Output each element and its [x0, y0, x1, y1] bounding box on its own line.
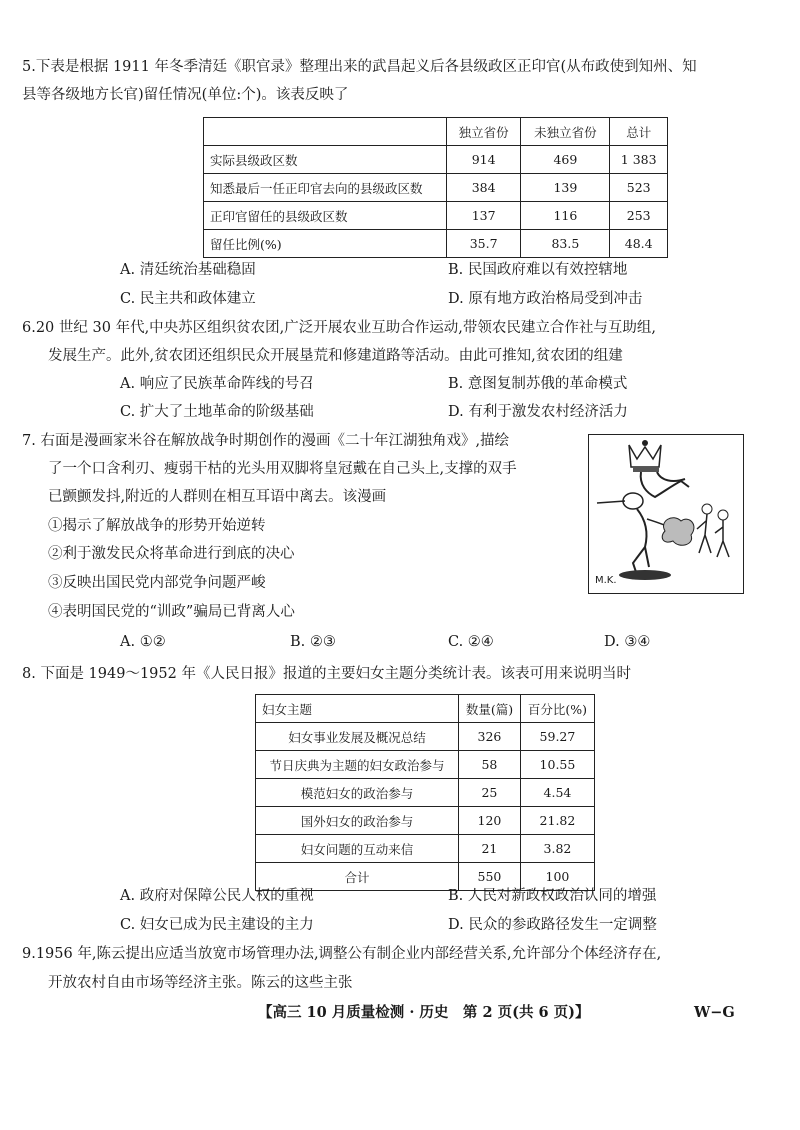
table-cell: 523	[610, 174, 668, 202]
table-cell: 知悉最后一任正印官去向的县级政区数	[204, 174, 447, 202]
cartoon-signature: M.K.	[595, 575, 617, 586]
q7-item-1: ①揭示了解放战争的形势开始逆转	[48, 518, 266, 534]
table-cell: 58	[459, 751, 521, 779]
table-cell: 21	[459, 835, 521, 863]
table-row	[256, 835, 595, 863]
table-header-cell: 未独立省份	[521, 118, 610, 146]
q8-table	[255, 694, 595, 891]
q8-option-a[interactable]: A. 政府对保障公民人权的重视	[120, 888, 314, 904]
table-cell: 10.55	[520, 751, 594, 779]
table-header-cell: 百分比(%)	[520, 695, 594, 723]
table-cell: 合计	[256, 863, 459, 891]
table-cell: 21.82	[520, 807, 594, 835]
q6-option-d[interactable]: D. 有利于激发农村经济活力	[448, 404, 628, 420]
table-cell: 59.27	[520, 723, 594, 751]
q9-stem-line2: 开放农村自由市场等经济主张。陈云的这些主张	[48, 975, 353, 991]
table-cell: 469	[521, 146, 610, 174]
q7-option-b[interactable]: B. ②③	[290, 634, 336, 650]
q7-stem-line1: 7. 右面是漫画家米谷在解放战争时期创作的漫画《二十年江湖独角戏》,描绘	[22, 433, 510, 449]
q6-option-b[interactable]: B. 意图复制苏俄的革命模式	[448, 376, 628, 392]
table-row	[204, 202, 668, 230]
table-cell: 国外妇女的政治参与	[256, 807, 459, 835]
q5-option-c[interactable]: C. 民主共和政体建立	[120, 291, 256, 307]
paper-code: W−G	[694, 1004, 735, 1021]
table-cell: 48.4	[610, 230, 668, 258]
q6-option-c[interactable]: C. 扩大了土地革命的阶级基础	[120, 404, 314, 420]
table-cell: 35.7	[447, 230, 521, 258]
q5-table	[203, 117, 668, 258]
q5-stem-line1: 5.下表是根据 1911 年冬季清廷《职官录》整理出来的武昌起义后各县级政区正印官(从布政使到知州、知	[22, 59, 697, 75]
q5-stem-line2: 县等各级地方长官)留任情况(单位:个)。该表反映了	[22, 87, 349, 103]
table-cell: 139	[521, 174, 610, 202]
table-header-row	[256, 695, 595, 723]
table-cell: 83.5	[521, 230, 610, 258]
table-cell: 1 383	[610, 146, 668, 174]
q5-option-d[interactable]: D. 原有地方政治格局受到冲击	[448, 291, 643, 307]
q6-stem-line1: 6.20 世纪 30 年代,中央苏区组织贫农团,广泛开展农业互助合作运动,带领农民建立合作社与互助组,	[22, 320, 656, 336]
q7-stem-line3: 已颤颤发抖,附近的人群则在相互耳语中离去。该漫画	[48, 489, 387, 505]
table-cell: 550	[459, 863, 521, 891]
table-cell: 3.82	[520, 835, 594, 863]
table-cell: 384	[447, 174, 521, 202]
table-header-cell: 数量(篇)	[459, 695, 521, 723]
table-row	[204, 230, 668, 258]
q6-option-a[interactable]: A. 响应了民族革命阵线的号召	[120, 376, 314, 392]
q7-item-2: ②利于激发民众将革命进行到底的决心	[48, 546, 295, 562]
table-cell: 25	[459, 779, 521, 807]
table-cell	[204, 118, 447, 146]
table-row	[256, 807, 595, 835]
table-cell: 妇女问题的互动来信	[256, 835, 459, 863]
table-cell: 实际县级政区数	[204, 146, 447, 174]
q7-option-d[interactable]: D. ③④	[604, 634, 651, 650]
q8-option-c[interactable]: C. 妇女已成为民主建设的主力	[120, 917, 314, 933]
table-cell: 正印官留任的县级政区数	[204, 202, 447, 230]
table-cell: 116	[521, 202, 610, 230]
table-cell: 妇女事业发展及概况总结	[256, 723, 459, 751]
table-row	[204, 174, 668, 202]
q8-stem: 8. 下面是 1949～1952 年《人民日报》报道的主要妇女主题分类统计表。该表可用来说明当时	[22, 666, 631, 682]
q5-option-a[interactable]: A. 清廷统治基础稳固	[120, 262, 256, 278]
cartoon-drawing-icon	[589, 435, 743, 593]
table-cell: 120	[459, 807, 521, 835]
table-header-row	[204, 118, 668, 146]
q8-option-b[interactable]: B. 人民对新政权政治认同的增强	[448, 888, 657, 904]
q6-stem-line2: 发展生产。此外,贫农团还组织民众开展垦荒和修建道路等活动。由此可推知,贫农团的组建	[48, 348, 623, 364]
table-cell: 100	[520, 863, 594, 891]
q8-option-d[interactable]: D. 民众的参政路径发生一定调整	[448, 917, 657, 933]
q7-item-3: ③反映出国民党内部党争问题严峻	[48, 575, 266, 591]
q9-stem-line1: 9.1956 年,陈云提出应适当放宽市场管理办法,调整公有制企业内部经营关系,允许部分个体经济存在,	[22, 946, 662, 962]
table-row	[204, 146, 668, 174]
table-header-cell: 总计	[610, 118, 668, 146]
page-footer: 【高三 10 月质量检测 · 历史 第 2 页(共 6 页)】	[258, 1004, 590, 1021]
table-header-cell: 妇女主题	[256, 695, 459, 723]
table-row	[256, 751, 595, 779]
q7-option-c[interactable]: C. ②④	[448, 634, 494, 650]
table-cell: 137	[447, 202, 521, 230]
q7-stem-line2: 了一个口含利刃、瘦弱干枯的光头用双脚将皇冠戴在自己头上,支撑的双手	[48, 461, 517, 477]
table-header-cell: 独立省份	[447, 118, 521, 146]
q7-option-a[interactable]: A. ①②	[120, 634, 166, 650]
table-cell: 留任比例(%)	[204, 230, 447, 258]
q5-option-b[interactable]: B. 民国政府难以有效控辖地	[448, 262, 628, 278]
q7-cartoon	[588, 434, 744, 594]
table-cell: 节日庆典为主题的妇女政治参与	[256, 751, 459, 779]
table-cell: 253	[610, 202, 668, 230]
q7-item-4: ④表明国民党的“训政”骗局已背离人心	[48, 604, 295, 620]
table-cell: 914	[447, 146, 521, 174]
table-cell: 模范妇女的政治参与	[256, 779, 459, 807]
table-cell: 4.54	[520, 779, 594, 807]
table-row	[256, 723, 595, 751]
table-row	[256, 779, 595, 807]
table-cell: 326	[459, 723, 521, 751]
